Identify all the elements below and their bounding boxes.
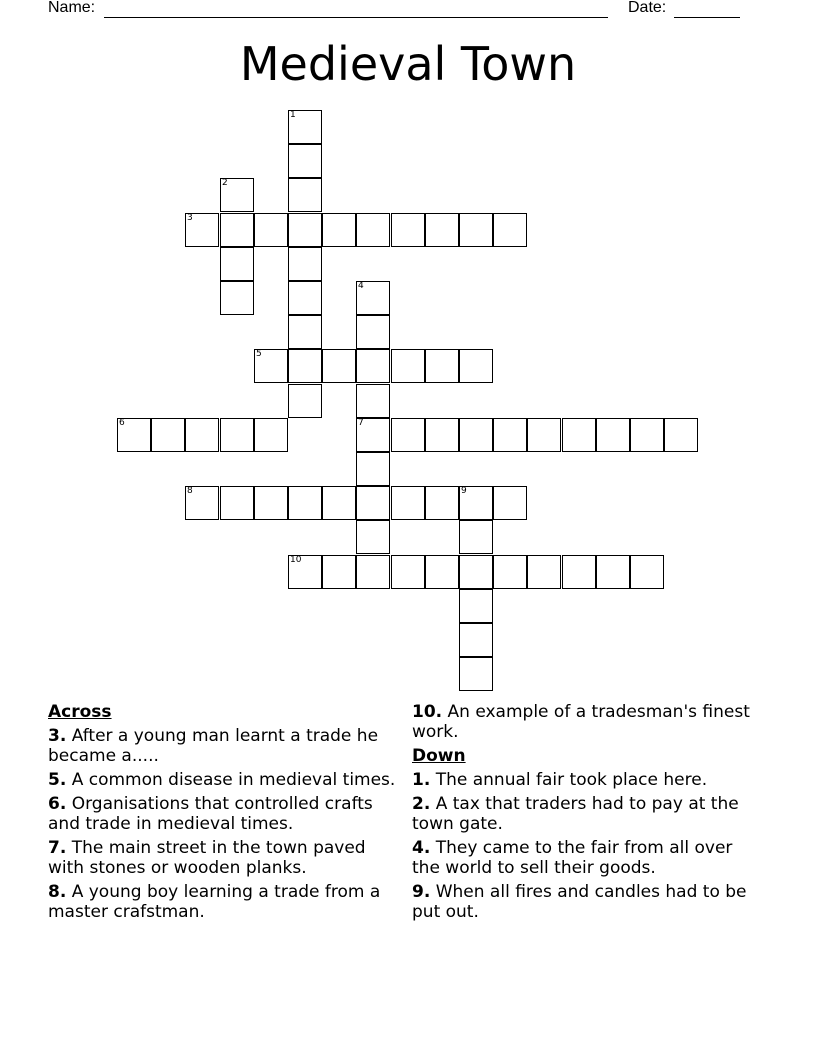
grid-cell[interactable]: [459, 555, 493, 589]
grid-cell[interactable]: [459, 623, 493, 657]
clue-number: 9.: [412, 882, 431, 902]
grid-cell[interactable]: [220, 178, 254, 212]
grid-cell[interactable]: [356, 418, 390, 452]
clue-across-3: [48, 726, 398, 766]
clue-text: The annual fair took place here.: [435, 770, 708, 790]
grid-cell[interactable]: [185, 418, 219, 452]
clue-text: After a young man learnt a trade he became a.....: [48, 726, 379, 766]
clue-number: 2.: [412, 794, 431, 814]
grid-cell[interactable]: [322, 555, 356, 589]
clue-text: A tax that traders had to pay at the town gate.: [412, 794, 739, 834]
clue-number: 7.: [48, 838, 67, 858]
grid-cell[interactable]: [459, 589, 493, 623]
grid-cell[interactable]: [459, 486, 493, 520]
grid-cell[interactable]: [391, 418, 425, 452]
grid-cell[interactable]: [220, 486, 254, 520]
clue-across-10: [412, 702, 762, 742]
grid-cell[interactable]: [493, 486, 527, 520]
clue-across-5: [48, 770, 398, 790]
clue-number: 1.: [412, 770, 431, 790]
clue-number-label: 8: [187, 486, 193, 496]
grid-cell[interactable]: [288, 110, 322, 144]
grid-cell[interactable]: [425, 349, 459, 383]
grid-cell[interactable]: [220, 247, 254, 281]
grid-cell[interactable]: [562, 418, 596, 452]
clue-number-label: 10: [290, 555, 302, 565]
grid-cell[interactable]: [288, 486, 322, 520]
grid-cell[interactable]: [220, 213, 254, 247]
clue-number: 10.: [412, 702, 443, 722]
grid-cell[interactable]: [425, 486, 459, 520]
clue-number: 5.: [48, 770, 67, 790]
clues-column-right: [412, 702, 762, 926]
clue-text: A common disease in medieval times.: [71, 770, 396, 790]
grid-cell[interactable]: [288, 178, 322, 212]
clue-text: Organisations that controlled crafts and trade in medieval times.: [48, 794, 373, 834]
grid-cell[interactable]: [391, 349, 425, 383]
grid-cell[interactable]: [288, 349, 322, 383]
grid-cell[interactable]: [288, 247, 322, 281]
grid-cell[interactable]: [459, 349, 493, 383]
clue-down-2: [412, 794, 762, 834]
clue-number-label: 1: [290, 110, 296, 120]
clue-number-label: 3: [187, 213, 193, 223]
grid-cell[interactable]: [288, 281, 322, 315]
clue-number: 4.: [412, 838, 431, 858]
clue-number-label: 4: [358, 281, 364, 291]
grid-cell[interactable]: [185, 213, 219, 247]
clue-text: When all fires and candles had to be put out.: [412, 882, 747, 922]
grid-cell[interactable]: [322, 486, 356, 520]
clue-text: An example of a tradesman's finest work.: [412, 702, 750, 742]
clue-number: 8.: [48, 882, 67, 902]
grid-cell[interactable]: [356, 349, 390, 383]
grid-cell[interactable]: [562, 555, 596, 589]
clue-across-7: [48, 838, 398, 878]
grid-cell[interactable]: [425, 418, 459, 452]
clue-down-4: [412, 838, 762, 878]
grid-cell[interactable]: [425, 213, 459, 247]
grid-cell[interactable]: [254, 486, 288, 520]
clue-number-label: 7: [358, 418, 364, 428]
grid-cell[interactable]: [459, 657, 493, 691]
date-label: Date:: [628, 0, 667, 16]
grid-cell[interactable]: [288, 213, 322, 247]
clue-across-8: [48, 882, 398, 922]
grid-cell[interactable]: [356, 281, 390, 315]
grid-cell[interactable]: [391, 486, 425, 520]
grid-cell[interactable]: [254, 418, 288, 452]
grid-cell[interactable]: [459, 213, 493, 247]
grid-cell[interactable]: [356, 213, 390, 247]
clue-text: The main street in the town paved with stones or wooden planks.: [48, 838, 366, 878]
grid-cell[interactable]: [527, 418, 561, 452]
grid-cell[interactable]: [288, 144, 322, 178]
grid-cell[interactable]: [630, 418, 664, 452]
grid-cell[interactable]: [220, 281, 254, 315]
grid-cell[interactable]: [493, 418, 527, 452]
grid-cell[interactable]: [459, 520, 493, 554]
clue-text: They came to the fair from all over the world to sell their goods.: [412, 838, 733, 878]
down-heading: Down: [412, 746, 466, 766]
grid-cell[interactable]: [493, 213, 527, 247]
grid-cell[interactable]: [254, 213, 288, 247]
clue-number: 3.: [48, 726, 67, 746]
grid-cell[interactable]: [391, 555, 425, 589]
clue-across-6: [48, 794, 398, 834]
puzzle-title: Medieval Town: [239, 37, 577, 91]
grid-cell[interactable]: [220, 418, 254, 452]
grid-cell[interactable]: [527, 555, 561, 589]
grid-cell[interactable]: [356, 555, 390, 589]
grid-cell[interactable]: [630, 555, 664, 589]
clue-number-label: 2: [222, 178, 228, 188]
grid-cell[interactable]: [117, 418, 151, 452]
grid-cell[interactable]: [459, 418, 493, 452]
across-heading: Across: [48, 702, 112, 722]
clue-number-label: 6: [119, 418, 125, 428]
clue-number-label: 5: [256, 349, 262, 359]
grid-cell[interactable]: [664, 418, 698, 452]
grid-cell[interactable]: [596, 555, 630, 589]
grid-cell[interactable]: [356, 520, 390, 554]
grid-cell[interactable]: [356, 452, 390, 486]
grid-cell[interactable]: [356, 384, 390, 418]
grid-cell[interactable]: [151, 418, 185, 452]
clue-down-9: [412, 882, 762, 922]
grid-cell[interactable]: [391, 213, 425, 247]
grid-cell[interactable]: [185, 486, 219, 520]
grid-cell[interactable]: [356, 486, 390, 520]
clue-number-label: 9: [461, 486, 467, 496]
name-label: Name:: [48, 0, 96, 16]
grid-cell[interactable]: [254, 349, 288, 383]
grid-cell[interactable]: [288, 555, 322, 589]
clue-down-1: [412, 770, 762, 790]
grid-cell[interactable]: [425, 555, 459, 589]
grid-cell[interactable]: [288, 384, 322, 418]
clue-text: A young boy learning a trade from a master crafstman.: [48, 882, 381, 922]
grid-cell[interactable]: [493, 555, 527, 589]
clue-number: 6.: [48, 794, 67, 814]
grid-cell[interactable]: [322, 349, 356, 383]
clues-column-left: [48, 702, 398, 926]
grid-cell[interactable]: [356, 315, 390, 349]
grid-cell[interactable]: [288, 315, 322, 349]
grid-cell[interactable]: [596, 418, 630, 452]
grid-cell[interactable]: [322, 213, 356, 247]
